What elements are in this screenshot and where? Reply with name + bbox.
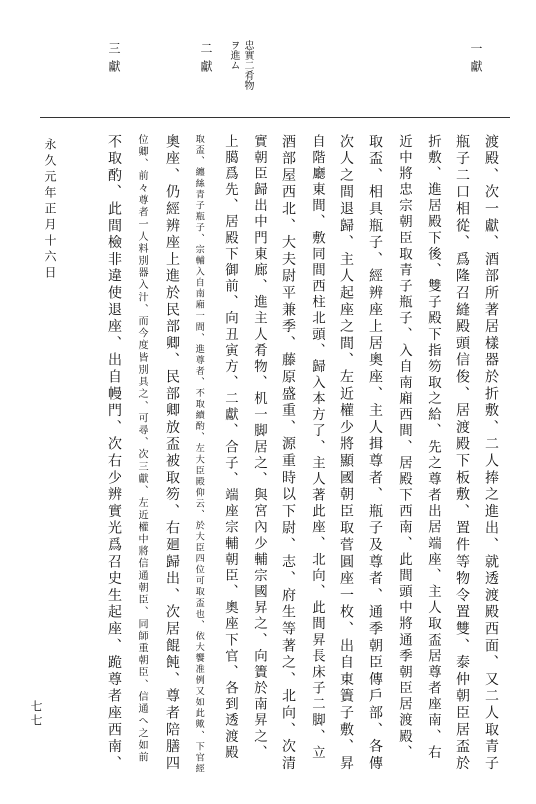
text-column-9: 實朝臣歸出中門東廊、進主人肴物、机一脚居之、與宮內少輔宗國昇之、向簀於南昇之、 (251, 134, 267, 762)
text-column-11: 取盃、纏絲青子瓶子、宗輔入自南廂一間、進尊者、不取續酌、左大臣殿仰云、於大臣四位可取盃也、依大饗准例又如此歟、下官經 (193, 134, 205, 775)
text-column-10: 上臈爲先、居殿下御前、向丑寅方、二獻、合子、端座宗輔朝臣、奧座下官、各到透渡殿 (222, 134, 238, 762)
text-column-4: 近中將忠宗朝臣取青子瓶子、入自南廂西間、居殿下西南、此間頭中將通季朝臣居渡殿、 (396, 134, 412, 762)
header-label-sanken: 三獻 (107, 42, 121, 78)
text-column-14: 不取酌、此間檢非違使退座、出自幔門、次右少辨實光爲召史生起座、跪尊者座西南、 (106, 134, 122, 773)
text-column-8: 酒部屋西北、大夫尉平兼季、藤原盛重、源重時以下尉、志、府生等著之、北向、次清 (280, 134, 296, 773)
text-column-5: 取盃、相具瓶子、經辨座上居奧座、主人揖尊者、瓶子及尊者、通季朝臣傳戶部、各傳 (367, 134, 383, 773)
text-column-12: 奧座、仍經辨座上進於民部卿、民部卿放盃被取笏、右廻歸出、次居餛飩、尊者陪膳四 (164, 134, 180, 773)
text-column-7: 自階廳東間、敷同間西柱北頭、歸入本方了、主人著此座、北向、此間昇長床子二脚、立 (309, 134, 325, 762)
text-column-6: 次人之間退歸、主人起座之間、左近權少將顯國朝臣取菅圓座一枚、出自東簀子敷、昇 (338, 134, 354, 773)
text-column-2: 瓶子二口相從、爲隆召縫殿頭信俊、居渡殿下板敷、置件等物令置雙、泰仲朝臣居盃於 (454, 134, 470, 773)
header-note-line2: ヲ進ム (228, 40, 239, 70)
header-rule (40, 117, 510, 118)
header-note-line1: 忠實二肴物 (242, 40, 253, 90)
page-number: 七七 (29, 700, 43, 728)
text-column-13: 位卿、前々尊者一人料別器入汁、而今度皆別具之、可尋、次三獻、左近權中將信通朝臣、同師重朝臣、信通へ之如前 (136, 134, 148, 764)
header-label-niken: 二獻 (199, 42, 213, 78)
text-column-1: 渡殿、次一獻、酒部所著居樣器於折敷、二人捧之進出、就透渡殿西面、又二人取青子 (483, 134, 499, 773)
footer-date: 永久元年正月十六日 (43, 138, 57, 282)
text-column-3: 折敷、進居殿下後、雙子殿下指笏取之給、先之尊者出居端座、主人取盃居尊者座南、右 (425, 134, 441, 762)
header-label-ikken: 一獻 (469, 42, 483, 78)
